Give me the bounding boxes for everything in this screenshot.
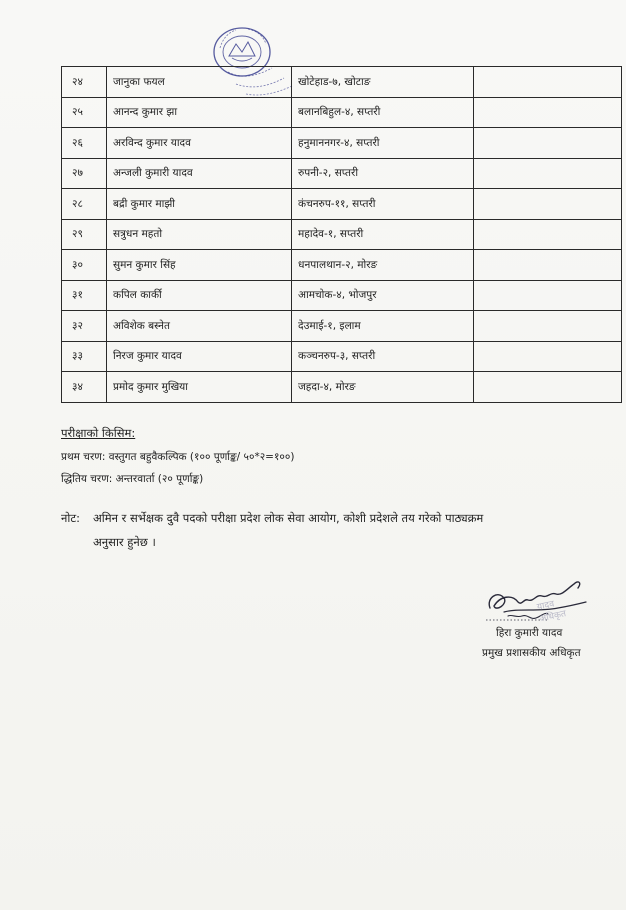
- table-row: [62, 250, 622, 281]
- serial-number-cell: २६: [62, 128, 107, 159]
- candidate-name-cell: सुमन कुमार सिंह: [107, 250, 292, 281]
- serial-number-cell: २८: [62, 189, 107, 220]
- remark-cell: [474, 128, 622, 159]
- seal-watermark-line-2: अधिकृत: [538, 609, 567, 625]
- table-row: [62, 372, 622, 403]
- serial-number-cell: २९: [62, 219, 107, 250]
- note-paragraph: [61, 506, 601, 554]
- candidate-name-cell: अन्जली कुमारी यादव: [107, 158, 292, 189]
- address-cell: बलानबिहुल-४, सप्तरी: [292, 97, 474, 128]
- serial-number-cell: ३१: [62, 280, 107, 311]
- remark-cell: [474, 67, 622, 98]
- address-cell: आमचोक-४, भोजपुर: [292, 280, 474, 311]
- remark-cell: [474, 280, 622, 311]
- candidate-name-cell: सत्रुधन महतो: [107, 219, 292, 250]
- table-row: [62, 67, 622, 98]
- note-text-line-1: अमिन र सर्भेक्षक दुवै पदको परीक्षा प्रदेश लोक सेवा आयोग, कोशी प्रदेशले तय गरेको पाठ्यक्रम: [93, 511, 484, 525]
- serial-number-cell: ३०: [62, 250, 107, 281]
- candidate-name-cell: कपिल कार्की: [107, 280, 292, 311]
- address-cell: जहदा-४, मोरङ: [292, 372, 474, 403]
- exam-type-heading: परीक्षाको किसिम:: [61, 426, 136, 440]
- table-row: [62, 128, 622, 159]
- table-row: [62, 158, 622, 189]
- remark-cell: [474, 341, 622, 372]
- address-cell: धनपालथान-२, मोरङ: [292, 250, 474, 281]
- serial-number-cell: ३३: [62, 341, 107, 372]
- remark-cell: [474, 97, 622, 128]
- signatory-title: प्रमुख प्रशासकीय अधिकृत: [482, 647, 581, 659]
- address-cell: कंचनरुप-११, सप्तरी: [292, 189, 474, 220]
- serial-number-cell: २४: [62, 67, 107, 98]
- candidate-name-cell: आनन्द कुमार झा: [107, 97, 292, 128]
- remark-cell: [474, 250, 622, 281]
- address-cell: खोटेहाड-७, खोटाङ: [292, 67, 474, 98]
- candidate-table: [61, 66, 622, 403]
- table-row: [62, 311, 622, 342]
- serial-number-cell: ३४: [62, 372, 107, 403]
- candidate-name-cell: प्रमोद कुमार मुखिया: [107, 372, 292, 403]
- remark-cell: [474, 219, 622, 250]
- remark-cell: [474, 189, 622, 220]
- table-row: [62, 189, 622, 220]
- candidate-name-cell: निरज कुमार यादव: [107, 341, 292, 372]
- note-text-line-2: अनुसार हुनेछ ।: [93, 535, 156, 549]
- table-row: [62, 97, 622, 128]
- note-label: नोट:: [61, 511, 81, 525]
- remark-cell: [474, 311, 622, 342]
- serial-number-cell: २५: [62, 97, 107, 128]
- signatory-name: हिरा कुमारी यादव: [496, 627, 563, 639]
- remark-cell: [474, 158, 622, 189]
- address-cell: देउमाई-१, इलाम: [292, 311, 474, 342]
- address-cell: हनुमाननगर-४, सप्तरी: [292, 128, 474, 159]
- table-row: [62, 280, 622, 311]
- table-row: [62, 219, 622, 250]
- candidate-name-cell: अविशेक बस्नेत: [107, 311, 292, 342]
- remark-cell: [474, 372, 622, 403]
- exam-first-phase: प्रथम चरण: वस्तुगत बहुवैकल्पिक (१०० पूर्णाङ्क/ ५०*२=१००): [61, 451, 295, 463]
- serial-number-cell: ३२: [62, 311, 107, 342]
- exam-second-phase: द्धितिय चरण: अन्तरवार्ता (२० पूर्णाङ्क): [61, 473, 204, 485]
- address-cell: महादेव-१, सप्तरी: [292, 219, 474, 250]
- seal-watermark-line-1: यादव: [536, 599, 556, 613]
- candidate-name-cell: बद्री कुमार माझी: [107, 189, 292, 220]
- serial-number-cell: २७: [62, 158, 107, 189]
- table-row: [62, 341, 622, 372]
- candidate-table-body: [62, 67, 622, 403]
- candidate-name-cell: जानुका फयल: [107, 67, 292, 98]
- address-cell: कञ्चनरुप-३, सप्तरी: [292, 341, 474, 372]
- candidate-name-cell: अरविन्द कुमार यादव: [107, 128, 292, 159]
- address-cell: रुपनी-२, सप्तरी: [292, 158, 474, 189]
